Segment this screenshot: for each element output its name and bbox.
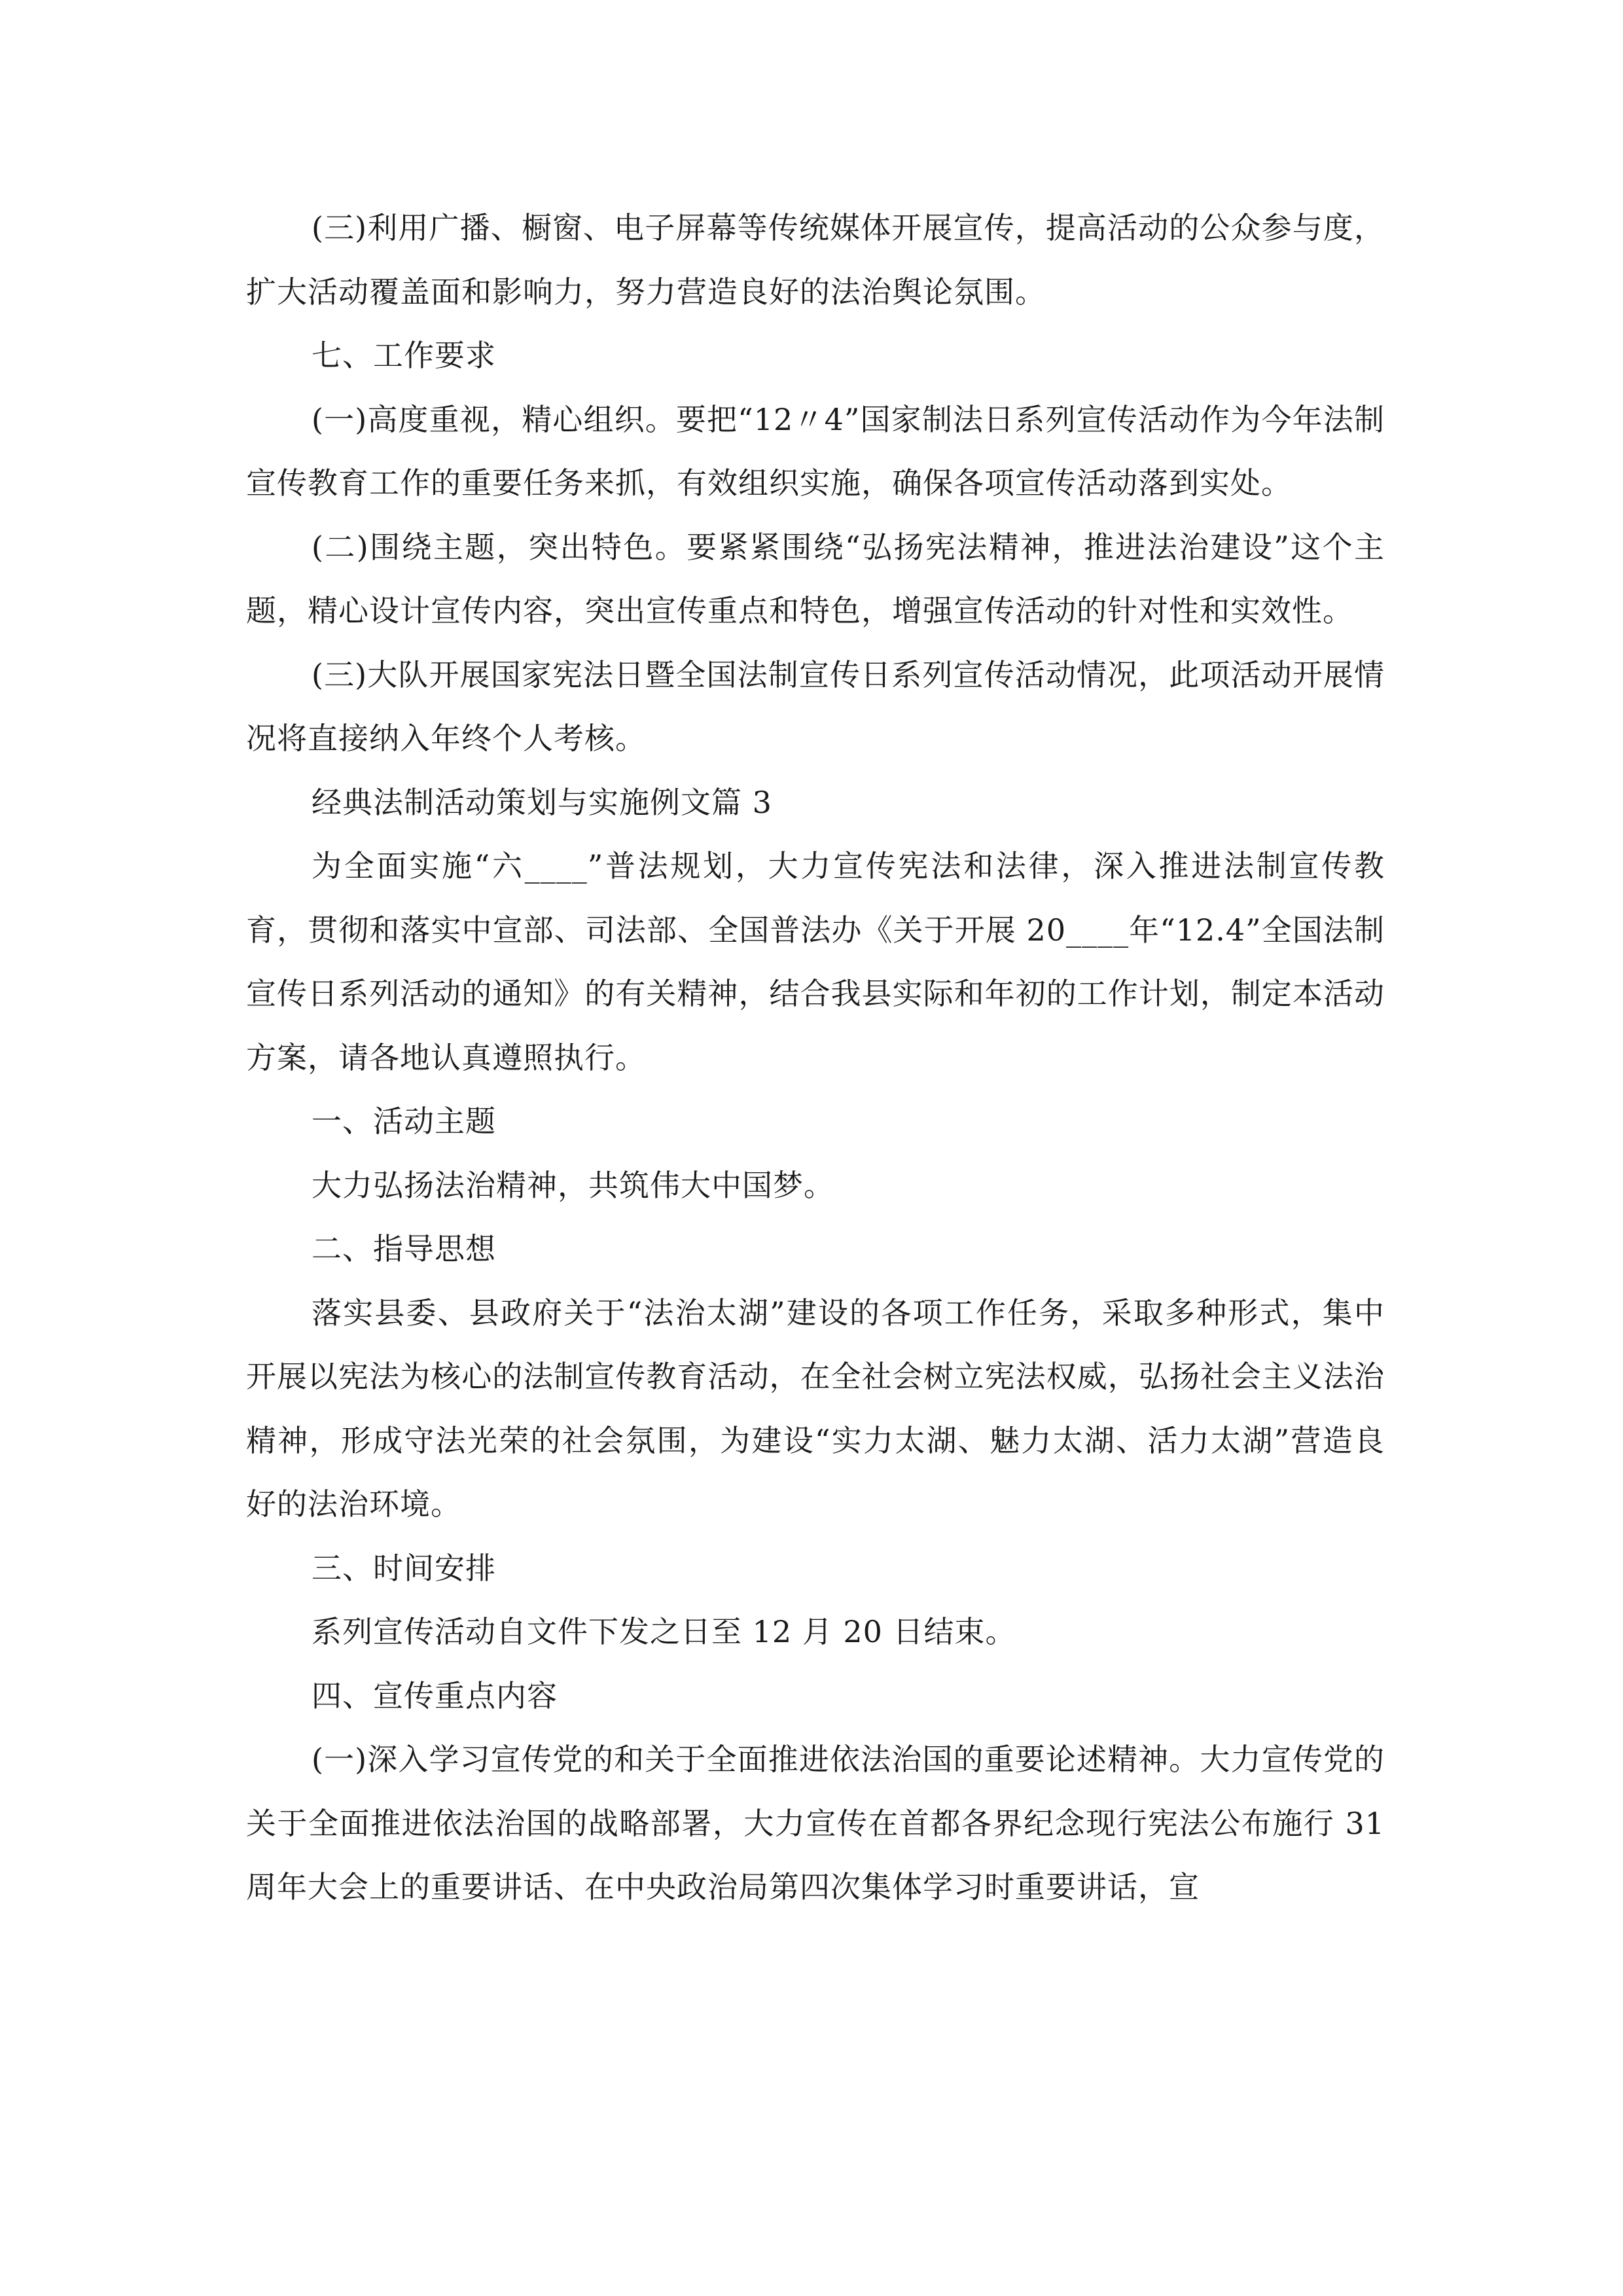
heading-guiding-ideology: 二、指导思想 (312, 1231, 496, 1266)
section-title-example-3: 经典法制活动策划与实施例文篇 3 (312, 784, 772, 820)
paragraph-high-attention: (一)高度重视，精心组织。要把“12〃4”国家制法日系列宣传活动作为今年法制宣传教育工作的重要任务来抓，有效组织实施，确保各项宣传活动落到实处。 (246, 401, 1385, 501)
heading-work-requirements: 七、工作要求 (312, 338, 496, 373)
heading-time-arrangement: 三、时间安排 (312, 1550, 496, 1586)
paragraph-time-arrangement: 系列宣传活动自文件下发之日至 12 月 20 日结束。 (312, 1614, 1016, 1649)
heading-key-content: 四、宣传重点内容 (312, 1677, 558, 1713)
document-body (246, 196, 1385, 1920)
paragraph-assessment: (三)大队开展国家宪法日暨全国法制宣传日系列宣传活动情况，此项活动开展情况将直接纳入年终个人考核。 (246, 656, 1385, 756)
heading-activity-theme: 一、活动主题 (312, 1103, 496, 1139)
paragraph-focus-theme: (二)围绕主题，突出特色。要紧紧围绕“弘扬宪法精神，推进法治建设”这个主题，精心设计宣传内容，突出宣传重点和特色，增强宣传活动的针对性和实效性。 (246, 529, 1385, 628)
paragraph-guiding-ideology: 落实县委、县政府关于“法治太湖”建设的各项工作任务，采取多种形式，集中开展以宪法为核心的法制宣传教育活动，在全社会树立宪法权威，弘扬社会主义法治精神，形成守法光荣的社会氛围，为建设“实力太湖、魅力太湖、活力太湖”营造良好的法治环境。 (246, 1295, 1385, 1522)
paragraph-theme-text: 大力弘扬法治精神，共筑伟大中国梦。 (312, 1167, 834, 1203)
paragraph-media-publicity: (三)利用广播、橱窗、电子屏幕等传统媒体开展宣传，提高活动的公众参与度，扩大活动覆盖面和影响力，努力营造良好的法治舆论氛围。 (246, 210, 1385, 310)
paragraph-introduction: 为全面实施“六____”普法规划，大力宣传宪法和法律，深入推进法制宣传教育，贯彻和落实中宣部、司法部、全国普法办《关于开展 20____年“12.4”全国法制宣传日系列活动的通知》的有关精神，结合我县实际和年初的工作计划，制定本活动方案，请各地认真遵照执行。 (246, 848, 1385, 1075)
paragraph-key-content-1: (一)深入学习宣传党的和关于全面推进依法治国的重要论述精神。大力宣传党的关于全面推进依法治国的战略部署，大力宣传在首都各界纪念现行宪法公布施行 31 周年大会上的重要讲话、在中央政治局第四次集体学习时重要讲话，宣 (246, 1742, 1385, 1905)
